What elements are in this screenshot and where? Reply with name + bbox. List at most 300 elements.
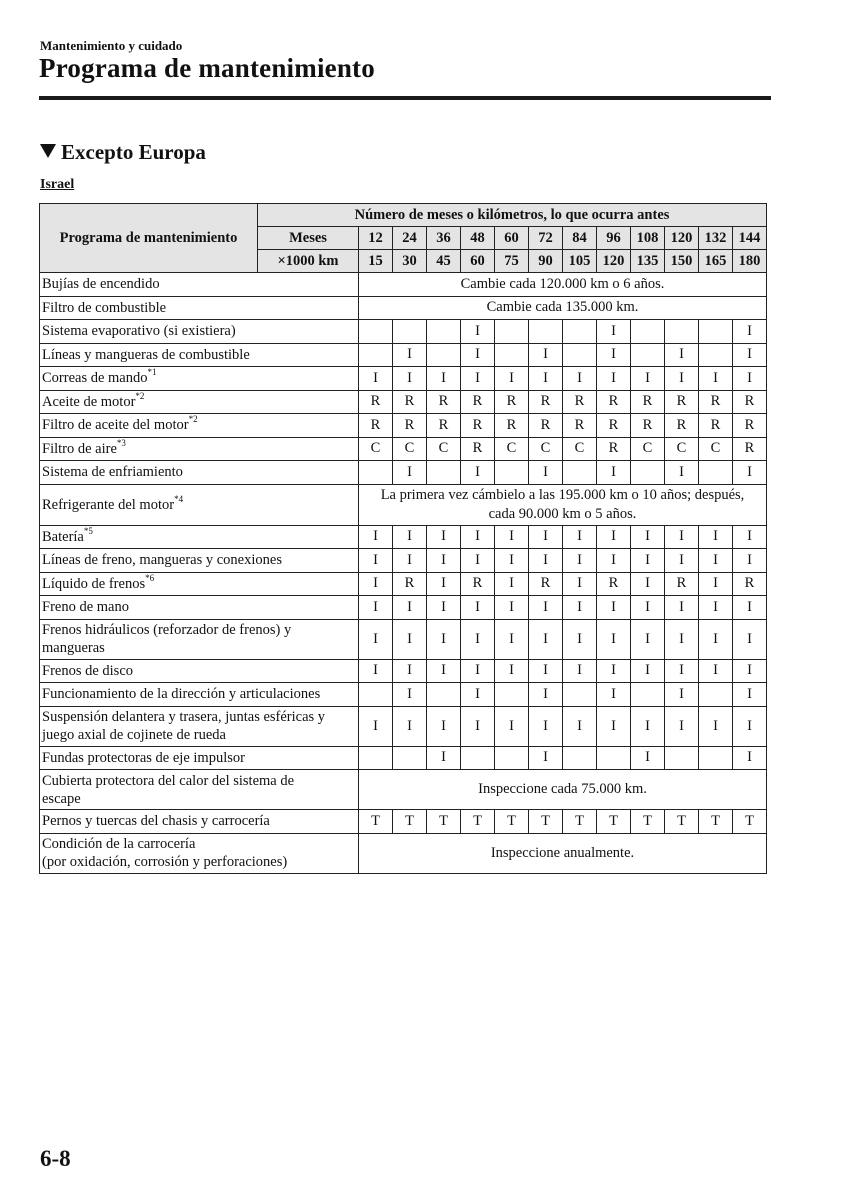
interval-cell: I	[597, 525, 631, 549]
interval-cell	[495, 343, 529, 367]
triangle-down-icon	[40, 144, 56, 158]
interval-cell: C	[393, 437, 427, 461]
km-cell: 75	[495, 250, 529, 273]
interval-cell	[427, 343, 461, 367]
item-name: Correas de mando	[42, 370, 148, 387]
table-row	[40, 390, 767, 414]
interval-cell: I	[563, 549, 597, 573]
interval-cell: I	[563, 619, 597, 659]
interval-cell: R	[665, 572, 699, 596]
item-name-cell	[40, 484, 359, 525]
footnote-marker: *4	[174, 493, 184, 504]
interval-cell: R	[359, 414, 393, 438]
interval-cell: I	[699, 596, 733, 620]
item-name-line: Cubierta protectora del calor del sistema de	[42, 772, 295, 789]
interval-cell	[495, 461, 529, 485]
interval-cell: I	[529, 367, 563, 391]
interval-cell: I	[359, 706, 393, 746]
interval-cell: I	[733, 659, 767, 683]
interval-cell	[699, 320, 733, 344]
interval-cell: I	[529, 461, 563, 485]
interval-cell: I	[699, 525, 733, 549]
months-cell: 120	[665, 227, 699, 250]
interval-cell: I	[495, 549, 529, 573]
interval-cell: I	[631, 746, 665, 770]
interval-cell: R	[495, 414, 529, 438]
interval-cell: I	[733, 343, 767, 367]
table-row	[40, 619, 767, 659]
page-title: Programa de mantenimiento	[39, 53, 375, 83]
km-cell: 150	[665, 250, 699, 273]
interval-span-line: La primera vez cámbielo a las 195.000 km o 10 años; después,	[380, 486, 745, 503]
interval-cell	[563, 320, 597, 344]
interval-cell: I	[495, 659, 529, 683]
interval-cell: T	[733, 810, 767, 834]
item-name: Líneas de freno, mangueras y conexiones	[42, 552, 282, 569]
interval-cell: I	[733, 525, 767, 549]
km-cell: 15	[359, 250, 393, 273]
interval-cell: I	[427, 572, 461, 596]
km-cell: 30	[393, 250, 427, 273]
interval-cell: T	[461, 810, 495, 834]
interval-cell: R	[699, 414, 733, 438]
item-name-cell	[40, 683, 359, 707]
interval-cell: I	[631, 659, 665, 683]
interval-cell: I	[529, 706, 563, 746]
interval-cell: R	[733, 390, 767, 414]
interval-cell: T	[359, 810, 393, 834]
interval-cell: T	[529, 810, 563, 834]
interval-cell	[631, 320, 665, 344]
interval-cell: R	[665, 414, 699, 438]
interval-cell: R	[529, 572, 563, 596]
interval-cell: I	[665, 683, 699, 707]
item-name: Líneas y mangueras de combustible	[42, 346, 250, 363]
interval-cell: I	[699, 619, 733, 659]
interval-cell: I	[393, 596, 427, 620]
km-cell: 120	[597, 250, 631, 273]
km-cell: 135	[631, 250, 665, 273]
interval-cell: I	[597, 461, 631, 485]
interval-cell: I	[427, 659, 461, 683]
interval-cell: R	[597, 414, 631, 438]
interval-cell: I	[631, 549, 665, 573]
km-cell: 165	[699, 250, 733, 273]
interval-cell: T	[631, 810, 665, 834]
interval-cell: I	[733, 706, 767, 746]
table-row	[40, 683, 767, 707]
table-row	[40, 437, 767, 461]
interval-cell: C	[563, 437, 597, 461]
interval-cell	[699, 461, 733, 485]
interval-cell	[495, 746, 529, 770]
interval-span-cell	[359, 770, 767, 810]
months-cell: 108	[631, 227, 665, 250]
interval-cell	[495, 683, 529, 707]
item-name-cell	[40, 273, 359, 297]
interval-cell: I	[563, 706, 597, 746]
footnote-marker: *2	[135, 390, 145, 401]
table-row	[40, 810, 767, 834]
interval-cell: I	[393, 549, 427, 573]
interval-cell: I	[665, 461, 699, 485]
table-row	[40, 770, 767, 810]
interval-cell: I	[631, 525, 665, 549]
interval-cell: R	[733, 572, 767, 596]
interval-cell: I	[359, 596, 393, 620]
interval-cell: I	[393, 461, 427, 485]
region-label: Israel	[40, 177, 75, 192]
interval-cell: T	[427, 810, 461, 834]
table-row	[40, 320, 767, 344]
item-name: Pernos y tuercas del chasis y carrocería	[42, 813, 270, 830]
interval-cell	[427, 683, 461, 707]
interval-cell: I	[529, 549, 563, 573]
interval-cell	[699, 343, 733, 367]
item-name-cell	[40, 770, 359, 810]
interval-cell: R	[427, 414, 461, 438]
interval-cell: I	[699, 572, 733, 596]
interval-cell	[427, 320, 461, 344]
interval-cell: I	[461, 343, 495, 367]
interval-cell: I	[359, 619, 393, 659]
interval-cell: I	[529, 343, 563, 367]
months-cell: 60	[495, 227, 529, 250]
interval-cell: R	[393, 414, 427, 438]
interval-cell: I	[665, 367, 699, 391]
table-row	[40, 659, 767, 683]
interval-cell: I	[461, 659, 495, 683]
interval-cell: I	[495, 619, 529, 659]
interval-cell: I	[733, 549, 767, 573]
interval-cell: I	[427, 549, 461, 573]
item-name-cell	[40, 746, 359, 770]
interval-cell: I	[733, 596, 767, 620]
months-label: Meses	[258, 227, 359, 250]
page-number: 6-8	[40, 1146, 71, 1171]
interval-cell	[427, 461, 461, 485]
interval-cell: I	[393, 706, 427, 746]
footnote-marker: *6	[145, 572, 155, 583]
interval-cell: I	[665, 619, 699, 659]
interval-cell: T	[699, 810, 733, 834]
interval-cell: R	[631, 414, 665, 438]
km-cell: 60	[461, 250, 495, 273]
item-name: Filtro de aceite del motor	[42, 417, 189, 434]
interval-cell: R	[393, 390, 427, 414]
table-row	[40, 596, 767, 620]
months-cell: 144	[733, 227, 767, 250]
interval-cell: T	[393, 810, 427, 834]
interval-cell: I	[427, 706, 461, 746]
interval-cell: C	[665, 437, 699, 461]
km-label: ×1000 km	[258, 250, 359, 273]
interval-cell: C	[699, 437, 733, 461]
interval-span-cell	[359, 484, 767, 525]
interval-cell: I	[665, 549, 699, 573]
interval-cell	[563, 461, 597, 485]
item-name: Sistema evaporativo (si existiera)	[42, 323, 236, 340]
interval-cell: C	[427, 437, 461, 461]
interval-cell: I	[699, 367, 733, 391]
interval-cell: C	[495, 437, 529, 461]
interval-cell	[529, 320, 563, 344]
section-title: Excepto Europa	[61, 140, 206, 164]
interval-cell: I	[461, 525, 495, 549]
interval-cell: I	[597, 659, 631, 683]
interval-cell: I	[359, 659, 393, 683]
interval-cell: I	[461, 549, 495, 573]
interval-cell: I	[597, 343, 631, 367]
item-name-cell	[40, 525, 359, 549]
table-row	[40, 525, 767, 549]
interval-cell: I	[461, 367, 495, 391]
item-name-cell	[40, 367, 359, 391]
item-name: Frenos de disco	[42, 662, 134, 679]
item-name: Bujías de encendido	[42, 276, 160, 293]
item-name-cell	[40, 619, 359, 659]
interval-cell	[699, 683, 733, 707]
interval-span-cell	[359, 273, 767, 297]
months-cell: 12	[359, 227, 393, 250]
interval-cell: I	[461, 461, 495, 485]
km-cell: 45	[427, 250, 461, 273]
interval-cell: T	[495, 810, 529, 834]
interval-cell	[597, 746, 631, 770]
interval-cell	[359, 320, 393, 344]
interval-cell: T	[665, 810, 699, 834]
interval-span-text: Inspeccione cada 75.000 km.	[478, 781, 647, 797]
interval-cell: I	[393, 525, 427, 549]
table-row	[40, 343, 767, 367]
interval-cell: I	[393, 683, 427, 707]
interval-cell: I	[563, 596, 597, 620]
interval-cell: I	[393, 367, 427, 391]
interval-span-text: Inspeccione anualmente.	[490, 844, 635, 861]
interval-cell: R	[699, 390, 733, 414]
interval-cell: I	[427, 596, 461, 620]
interval-cell: I	[699, 706, 733, 746]
item-name-cell	[40, 706, 359, 746]
item-name-cell	[40, 320, 359, 344]
interval-cell: R	[733, 437, 767, 461]
interval-cell: I	[461, 619, 495, 659]
interval-cell: I	[529, 659, 563, 683]
interval-cell: I	[631, 572, 665, 596]
interval-cell: R	[529, 390, 563, 414]
interval-cell: R	[393, 572, 427, 596]
item-name-cell	[40, 833, 359, 873]
interval-cell: I	[597, 320, 631, 344]
interval-cell: R	[733, 414, 767, 438]
interval-cell: I	[529, 683, 563, 707]
months-cell: 96	[597, 227, 631, 250]
interval-cell: I	[699, 659, 733, 683]
interval-cell: I	[597, 619, 631, 659]
interval-span-text: Cambie cada 120.000 km o 6 años.	[460, 275, 665, 292]
item-name: Líquido de frenos	[42, 575, 146, 592]
km-cell: 180	[733, 250, 767, 273]
interval-cell: I	[393, 619, 427, 659]
table-row	[40, 833, 767, 873]
item-name-cell	[40, 659, 359, 683]
interval-cell: I	[359, 525, 393, 549]
interval-cell	[359, 683, 393, 707]
interval-cell	[393, 320, 427, 344]
interval-cell: I	[427, 619, 461, 659]
interval-cell: I	[495, 525, 529, 549]
interval-cell: I	[427, 367, 461, 391]
interval-cell: I	[733, 320, 767, 344]
table-row	[40, 414, 767, 438]
interval-cell: R	[461, 390, 495, 414]
interval-cell: I	[631, 367, 665, 391]
interval-cell: I	[597, 683, 631, 707]
item-name-line: (por oxidación, corrosión y perforaciones)	[42, 854, 288, 870]
interval-cell	[631, 683, 665, 707]
interval-cell: I	[495, 572, 529, 596]
title-rule	[39, 96, 771, 100]
interval-cell: R	[597, 390, 631, 414]
interval-cell: I	[529, 619, 563, 659]
interval-cell	[665, 320, 699, 344]
interval-cell: I	[427, 746, 461, 770]
interval-cell: I	[665, 343, 699, 367]
interval-cell: I	[733, 619, 767, 659]
interval-cell: C	[359, 437, 393, 461]
interval-cell: R	[495, 390, 529, 414]
footnote-marker: *2	[188, 414, 198, 425]
interval-cell: I	[461, 683, 495, 707]
interval-cell: I	[597, 367, 631, 391]
table-row	[40, 461, 767, 485]
interval-cell: I	[359, 572, 393, 596]
item-name-cell	[40, 810, 359, 834]
interval-cell: C	[529, 437, 563, 461]
km-cell: 90	[529, 250, 563, 273]
interval-cell	[631, 343, 665, 367]
interval-cell	[563, 746, 597, 770]
interval-cell: I	[597, 549, 631, 573]
item-name: Filtro de combustible	[42, 299, 167, 316]
item-name: Sistema de enfriamiento	[42, 464, 183, 481]
interval-cell	[461, 746, 495, 770]
interval-cell: I	[529, 746, 563, 770]
interval-cell: T	[563, 810, 597, 834]
interval-cell: I	[733, 461, 767, 485]
interval-cell: R	[597, 572, 631, 596]
interval-cell: C	[631, 437, 665, 461]
interval-cell: I	[359, 549, 393, 573]
item-name: Aceite de motor	[42, 393, 136, 410]
item-name-line: mangueras	[42, 640, 105, 656]
interval-cell	[665, 746, 699, 770]
interval-cell	[631, 461, 665, 485]
interval-cell: T	[597, 810, 631, 834]
interval-cell: I	[529, 596, 563, 620]
interval-cell: I	[461, 706, 495, 746]
item-name-cell	[40, 572, 359, 596]
interval-cell: I	[359, 367, 393, 391]
interval-cell	[359, 461, 393, 485]
interval-cell: I	[461, 320, 495, 344]
item-name-line: Frenos hidráulicos (reforzador de frenos) y	[42, 622, 292, 638]
interval-span-cell	[359, 296, 767, 320]
item-name: Filtro de aire	[42, 440, 117, 457]
interval-cell: R	[427, 390, 461, 414]
item-name: Refrigerante del motor	[42, 496, 175, 513]
item-name-cell	[40, 343, 359, 367]
interval-cell: I	[733, 746, 767, 770]
interval-cell: I	[631, 619, 665, 659]
table-corner-label: Programa de mantenimiento	[40, 204, 258, 273]
footnote-marker: *1	[147, 367, 157, 378]
item-name-cell	[40, 437, 359, 461]
interval-cell: R	[631, 390, 665, 414]
interval-cell	[699, 746, 733, 770]
interval-cell: R	[563, 390, 597, 414]
interval-cell: I	[563, 572, 597, 596]
interval-span-cell	[359, 833, 767, 873]
months-cell: 132	[699, 227, 733, 250]
interval-cell: I	[495, 596, 529, 620]
km-cell: 105	[563, 250, 597, 273]
interval-cell: R	[461, 437, 495, 461]
item-name: Batería	[42, 528, 84, 545]
interval-cell	[359, 343, 393, 367]
item-name-cell	[40, 296, 359, 320]
item-name-cell	[40, 549, 359, 573]
interval-cell: I	[733, 683, 767, 707]
footnote-marker: *3	[116, 437, 126, 448]
interval-span-text: Cambie cada 135.000 km.	[486, 299, 639, 316]
interval-cell	[495, 320, 529, 344]
interval-cell: R	[461, 572, 495, 596]
table-row	[40, 296, 767, 320]
item-name: Fundas protectoras de eje impulsor	[42, 749, 245, 766]
interval-cell: I	[563, 367, 597, 391]
interval-cell: R	[529, 414, 563, 438]
months-cell: 72	[529, 227, 563, 250]
footnote-marker: *5	[83, 525, 93, 536]
months-cell: 84	[563, 227, 597, 250]
interval-cell: I	[665, 596, 699, 620]
interval-cell: I	[699, 549, 733, 573]
interval-cell	[359, 746, 393, 770]
interval-cell: I	[631, 596, 665, 620]
interval-cell: I	[597, 706, 631, 746]
interval-cell: I	[393, 659, 427, 683]
table-row	[40, 549, 767, 573]
interval-cell: R	[359, 390, 393, 414]
table-row	[40, 484, 767, 525]
item-name-line: Condición de la carrocería	[42, 836, 196, 852]
item-name-cell	[40, 596, 359, 620]
item-name-line: escape	[42, 790, 81, 807]
interval-cell: R	[665, 390, 699, 414]
interval-cell	[393, 746, 427, 770]
interval-cell: I	[733, 367, 767, 391]
interval-cell: I	[529, 525, 563, 549]
interval-span-line: cada 90.000 km o 5 años.	[488, 505, 637, 522]
section-kicker: Mantenimiento y cuidado	[40, 38, 183, 53]
item-name-cell	[40, 390, 359, 414]
months-cell: 36	[427, 227, 461, 250]
table-row	[40, 572, 767, 596]
interval-cell: I	[495, 706, 529, 746]
item-name-line: Suspensión delantera y trasera, juntas esféricas y	[42, 709, 326, 725]
item-name-cell	[40, 461, 359, 485]
